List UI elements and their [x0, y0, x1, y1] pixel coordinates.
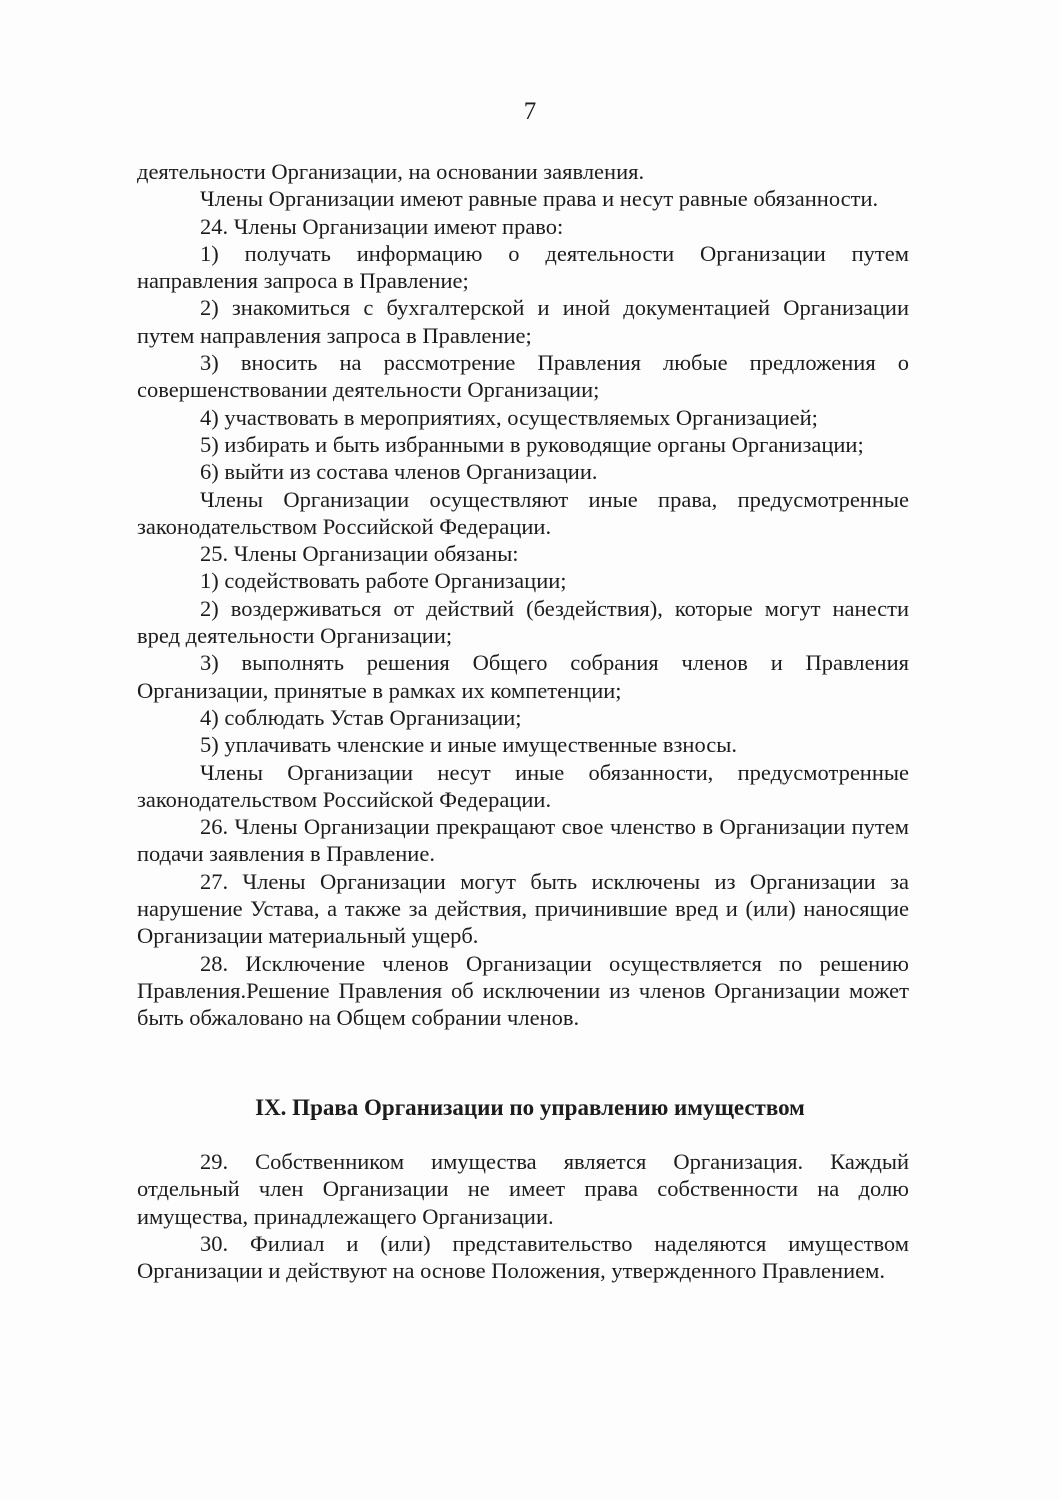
paragraph: 1) получать информацию о деятельности Организации путем направления запроса в Правление;	[137, 240, 909, 294]
paragraph: 5) уплачивать членские и иные имущественные взносы.	[200, 732, 738, 758]
paragraph: 24. Члены Организации имеют право:	[200, 213, 564, 239]
section-text	[137, 1148, 909, 1284]
paragraph: деятельности Организации, на основании заявления.	[137, 159, 645, 184]
paragraph: 29. Собственником имущества является Организация. Каждый отдельный член Организации не имеет права собственности на долю имущества, принадлежащего Организации.	[137, 1149, 909, 1229]
paragraph: 6) выйти из состава членов Организации.	[200, 459, 598, 485]
paragraph: 25. Члены Организации обязаны:	[200, 541, 519, 567]
body-text	[137, 158, 909, 1032]
paragraph: 5) избирать и быть избранными в руководящие органы Организации;	[200, 431, 864, 457]
paragraph: 28. Исключение членов Организации осуществляется по решению Правления.Решение Правления об исключении из членов Организации может быть обжаловано на Общем собрании членов.	[137, 950, 909, 1031]
paragraph: 2) воздерживаться от действий (бездействия), которые могут нанести вред деятельности Организации;	[137, 595, 909, 649]
paragraph: 4) соблюдать Устав Организации;	[200, 704, 522, 730]
page-number: 7	[523, 98, 537, 125]
paragraph: 3) выполнять решения Общего собрания членов и Правления Организации, принятые в рамках их компетенции;	[137, 650, 909, 703]
paragraph: 27. Члены Организации могут быть исключены из Организации за нарушение Устава, а также за действия, причинившие вред и (или) наносящие Организации материальный ущерб.	[137, 868, 909, 949]
section-heading: IX. Права Организации по управлению имуществом	[255, 1095, 805, 1120]
paragraph: Члены Организации имеют равные права и несут равные обязанности.	[200, 186, 879, 212]
paragraph: 1) содействовать работе Организации;	[200, 568, 567, 594]
paragraph: Члены Организации несут иные обязанности, предусмотренные законодательством Российской Федерации.	[137, 759, 909, 812]
paragraph: 2) знакомиться с бухгалтерской и иной документацией Организации путем направления запроса в Правление;	[137, 295, 909, 348]
paragraph: 26. Члены Организации прекращают свое членство в Организации путем подачи заявления в Правление.	[137, 814, 909, 867]
paragraph: 4) участвовать в мероприятиях, осуществляемых Организацией;	[200, 404, 818, 430]
paragraph: Члены Организации осуществляют иные права, предусмотренные законодательством Российской Федерации.	[137, 486, 909, 539]
paragraph: 3) вносить на рассмотрение Правления любые предложения о совершенствовании деятельности Организации;	[137, 350, 909, 403]
paragraph: 30. Филиал и (или) представительство наделяются имуществом Организации и действуют на основе Положения, утвержденного Правлением.	[137, 1230, 909, 1284]
